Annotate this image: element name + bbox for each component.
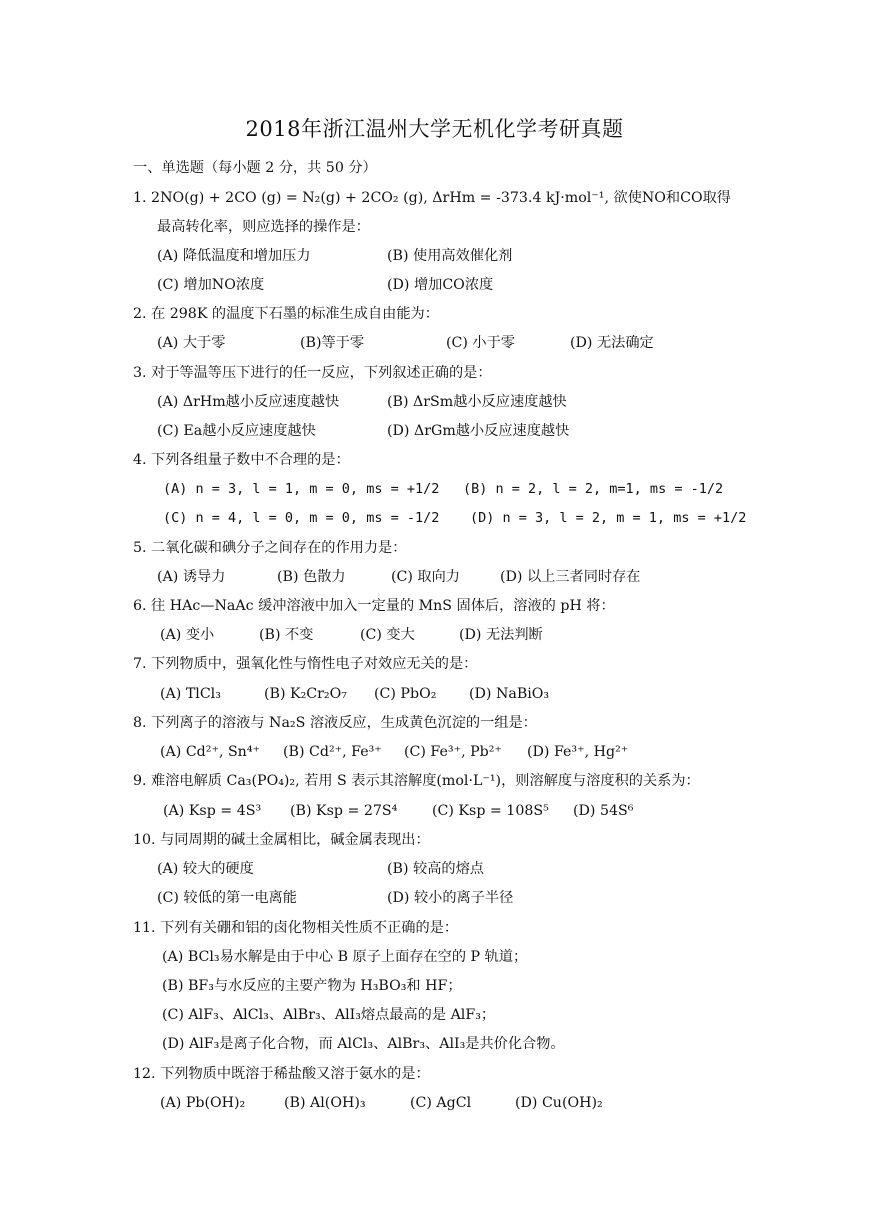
question-6-option-b: (B) 不变 (259, 627, 314, 643)
question-11-option-c: (C) AlF₃、AlCl₃、AlBr₃、AlI₃熔点最高的是 AlF₃； (162, 1007, 496, 1023)
question-5-stem: 5. 二氧化碳和碘分子之间存在的作用力是： (133, 540, 407, 556)
question-4-option-c: (C) n = 4, l = 0, m = 0, ms = -1/2 (163, 510, 440, 526)
question-2-option-c: (C) 小于零 (446, 335, 515, 351)
question-8-option-b: (B) Cd²⁺, Fe³⁺ (283, 744, 382, 760)
question-10-stem: 10. 与同周期的碱土金属相比，碱金属表现出： (133, 832, 430, 848)
question-1-line-2: 最高转化率，则应选择的操作是： (157, 219, 370, 235)
question-9-option-d: (D) 54S⁶ (573, 803, 634, 819)
question-12-option-d: (D) Cu(OH)₂ (515, 1095, 603, 1111)
section-heading: 一、单选题（每小题 2 分，共 50 分） (133, 160, 377, 176)
question-7-stem: 7. 下列物质中，强氧化性与惰性电子对效应无关的是： (133, 656, 478, 672)
question-2-option-b: (B)等于零 (300, 335, 365, 351)
question-6-option-c: (C) 变大 (360, 627, 415, 643)
question-12-option-a: (A) Pb(OH)₂ (160, 1095, 246, 1111)
question-11-stem: 11. 下列有关硼和铝的卤化物相关性质不正确的是： (133, 920, 459, 936)
question-5-option-a: (A) 诱导力 (157, 569, 226, 585)
question-6-stem: 6. 往 HAc—NaAc 缓冲溶液中加入一定量的 MnS 固体后，溶液的 pH 将： (133, 598, 615, 614)
question-2-stem: 2. 在 298K 的温度下石墨的标准生成自由能为： (133, 306, 439, 322)
question-5-option-c: (C) 取向力 (391, 569, 460, 585)
question-11-option-b: (B) BF₃与水反应的主要产物为 H₃BO₃和 HF； (162, 978, 462, 994)
question-1-option-b: (B) 使用高效催化剂 (387, 248, 513, 264)
question-3-option-c: (C) Ea越小反应速度越快 (157, 423, 316, 439)
question-6-option-d: (D) 无法判断 (459, 627, 543, 643)
question-10-option-a: (A) 较大的硬度 (157, 861, 254, 877)
question-9-stem: 9. 难溶电解质 Ca₃(PO₄)₂, 若用 S 表示其溶解度(mol·L⁻¹)，则溶解度与溶度积的关系为： (133, 773, 700, 789)
question-9-option-a: (A) Ksp = 4S³ (163, 803, 262, 819)
question-11-option-d: (D) AlF₃是离子化合物，而 AlCl₃、AlBr₃、AlI₃是共价化合物。 (162, 1036, 565, 1052)
question-1-option-d: (D) 增加CO浓度 (387, 277, 494, 293)
question-7-option-a: (A) TlCl₃ (160, 686, 221, 702)
question-2-option-a: (A) 大于零 (157, 335, 226, 351)
question-3-option-a: (A) ΔrHm越小反应速度越快 (157, 394, 340, 410)
question-3-option-b: (B) ΔrSm越小反应速度越快 (387, 394, 567, 410)
question-1-line-1: 1. 2NO(g) + 2CO (g) = N₂(g) + 2CO₂ (g), ΔrHm = -373.4 kJ·mol⁻¹, 欲使NO和CO取得 (133, 190, 731, 206)
question-12-stem: 12. 下列物质中既溶于稀盐酸又溶于氨水的是： (133, 1066, 430, 1082)
question-8-option-c: (C) Fe³⁺, Pb²⁺ (404, 744, 502, 760)
question-11-option-a: (A) BCl₃易水解是由于中心 B 原子上面存在空的 P 轨道； (162, 949, 528, 965)
question-8-stem: 8. 下列离子的溶液与 Na₂S 溶液反应，生成黄色沉淀的一组是： (133, 715, 537, 731)
question-9-option-b: (B) Ksp = 27S⁴ (290, 803, 398, 819)
question-8-option-a: (A) Cd²⁺, Sn⁴⁺ (160, 744, 260, 760)
question-7-option-c: (C) PbO₂ (374, 686, 437, 702)
page-title: 2018年浙江温州大学无机化学考研真题 (245, 117, 624, 141)
question-7-option-b: (B) K₂Cr₂O₇ (264, 686, 347, 702)
question-4-option-d: (D) n = 3, l = 2, m = 1, ms = +1/2 (470, 510, 747, 526)
question-1-option-a: (A) 降低温度和增加压力 (157, 248, 311, 264)
question-6-option-a: (A) 变小 (160, 627, 215, 643)
question-3-option-d: (D) ΔrGm越小反应速度越快 (387, 423, 570, 439)
question-4-stem: 4. 下列各组量子数中不合理的是： (133, 452, 350, 468)
question-8-option-d: (D) Fe³⁺, Hg²⁺ (527, 744, 629, 760)
question-5-option-d: (D) 以上三者同时存在 (500, 569, 641, 585)
question-9-option-c: (C) Ksp = 108S⁵ (432, 803, 549, 819)
question-10-option-c: (C) 较低的第一电离能 (157, 890, 297, 906)
question-5-option-b: (B) 色散力 (277, 569, 346, 585)
question-1-option-c: (C) 增加NO浓度 (157, 277, 265, 293)
question-12-option-b: (B) Al(OH)₃ (284, 1095, 366, 1111)
question-4-option-a: (A) n = 3, l = 1, m = 0, ms = +1/2 (163, 481, 440, 497)
question-12-option-c: (C) AgCl (410, 1095, 472, 1111)
question-2-option-d: (D) 无法确定 (570, 335, 654, 351)
question-3-stem: 3. 对于等温等压下进行的任一反应，下列叙述正确的是： (133, 365, 492, 381)
question-10-option-d: (D) 较小的离子半径 (387, 890, 514, 906)
question-10-option-b: (B) 较高的熔点 (387, 861, 484, 877)
question-4-option-b: (B) n = 2, l = 2, m=1, ms = -1/2 (463, 481, 724, 497)
question-7-option-d: (D) NaBiO₃ (469, 686, 550, 702)
